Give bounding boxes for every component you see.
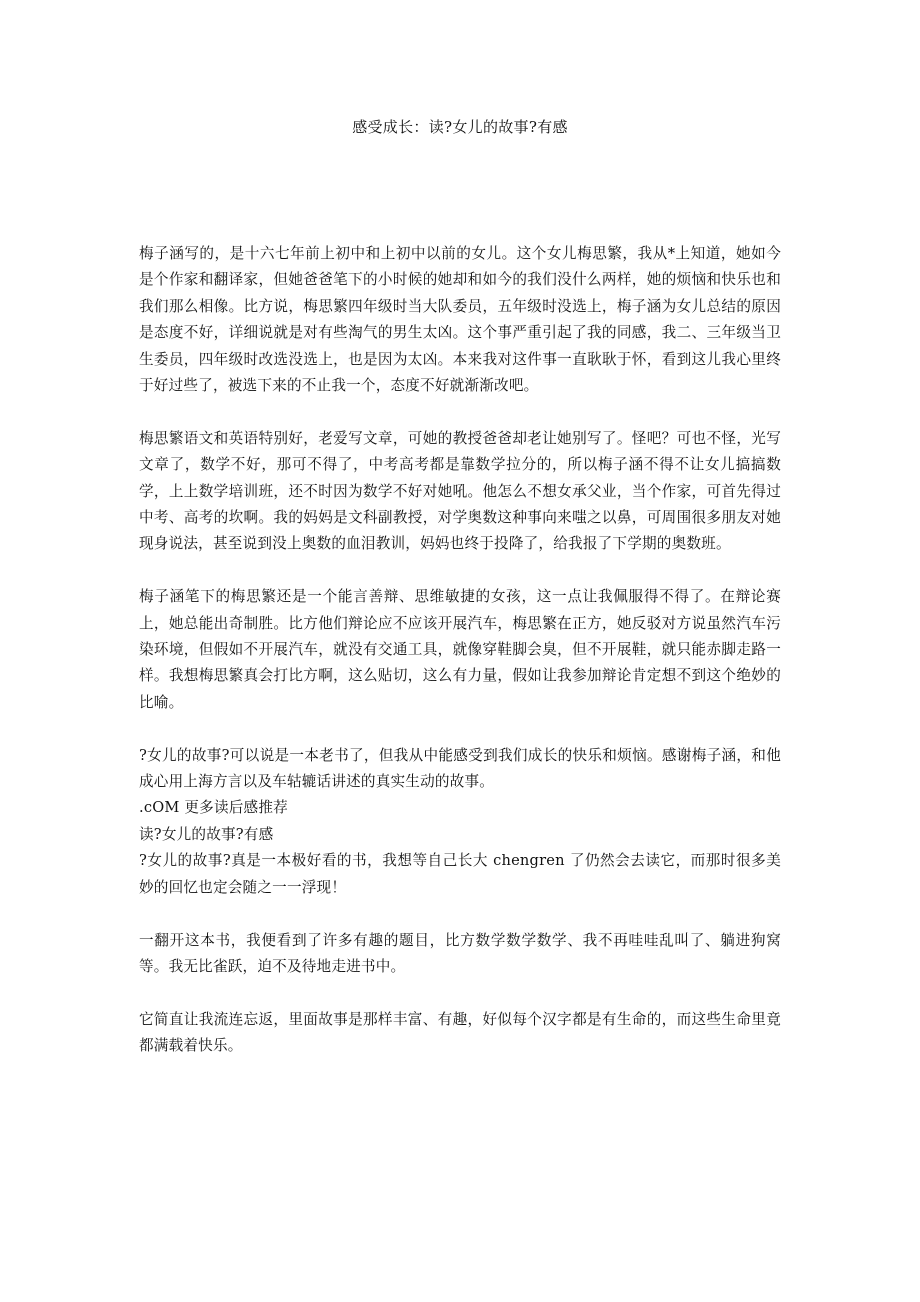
paragraph-1: 梅子涵写的，是十六七年前上初中和上初中以前的女儿。这个女儿梅思繁，我从*上知道，她如今是个作家和翻译家，但她爸爸笔下的小时候的她却和如今的我们没什么两样，她的烦恼和快乐也和我们那么相像。比方说，梅思繁四年级时当大队委员，五年级时没选上，梅子涵为女儿总结的原因是态度不好，详细说就是对有些淘气的男生太凶。这个事严重引起了我的同感，我二、三年级当卫生委员，四年级时改选没选上，也是因为太凶。本来我对这件事一直耿耿于怀，看到这儿我心里终于好过些了，被选下来的不止我一个，态度不好就渐渐改吧。 [139, 245, 781, 395]
paragraph-4: ?女儿的故事?可以说是一本老书了，但我从中能感受到我们成长的快乐和烦恼。感谢梅子涵，和他成心用上海方言以及车轱辘话讲述的真实生动的故事。 [139, 746, 781, 791]
document-body [139, 241, 781, 1060]
sub-title: 读?女儿的故事?有感 [139, 825, 274, 843]
recommend-link-line: .cOM 更多读后感推荐 [139, 799, 288, 817]
paragraph-7: 它简直让我流连忘返，里面故事是那样丰富、有趣，好似每个汉字都是有生命的，而这些生命里竟都满载着快乐。 [139, 1010, 781, 1055]
paragraph-3: 梅子涵笔下的梅思繁还是一个能言善辩、思维敏捷的女孩，这一点让我佩服得不得了。在辩论赛上，她总能出奇制胜。比方他们辩论应不应该开展汽车，梅思繁在正方，她反驳对方说虽然汽车污染环境，但假如不开展汽车，就没有交通工具，就像穿鞋脚会臭，但不开展鞋，就只能赤脚走路一样。我想梅思繁真会打比方啊，这么贴切，这么有力量，假如让我参加辩论肯定想不到这个绝妙的比喻。 [139, 588, 781, 711]
paragraph-2: 梅思繁语文和英语特别好，老爱写文章，可她的教授爸爸却老让她别写了。怪吧？可也不怪，光写文章了，数学不好，那可不得了，中考高考都是靠数学拉分的，所以梅子涵不得不让女儿搞搞数学，上上数学培训班，还不时因为数学不好对她吼。他怎么不想女承父业，当个作家，可首先得过中考、高考的坎啊。我的妈妈是文科副教授，对学奥数这种事向来嗤之以鼻，可周围很多朋友对她现身说法，甚至说到没上奥数的血泪教训，妈妈也终于投降了，给我报了下学期的奥数班。 [139, 429, 781, 553]
document-title: 感受成长：读?女儿的故事?有感 [352, 118, 568, 136]
paragraph-5: ?女儿的故事?真是一本极好看的书，我想等自己长大 chengren 了仍然会去读它，而那时很多美妙的回忆也定会随之一一浮现！ [139, 852, 781, 896]
paragraph-6: 一翻开这本书，我便看到了许多有趣的题目，比方数学数学数学、我不再哇哇乱叫了、躺进狗窝等。我无比雀跃，迫不及待地走进书中。 [139, 931, 781, 975]
